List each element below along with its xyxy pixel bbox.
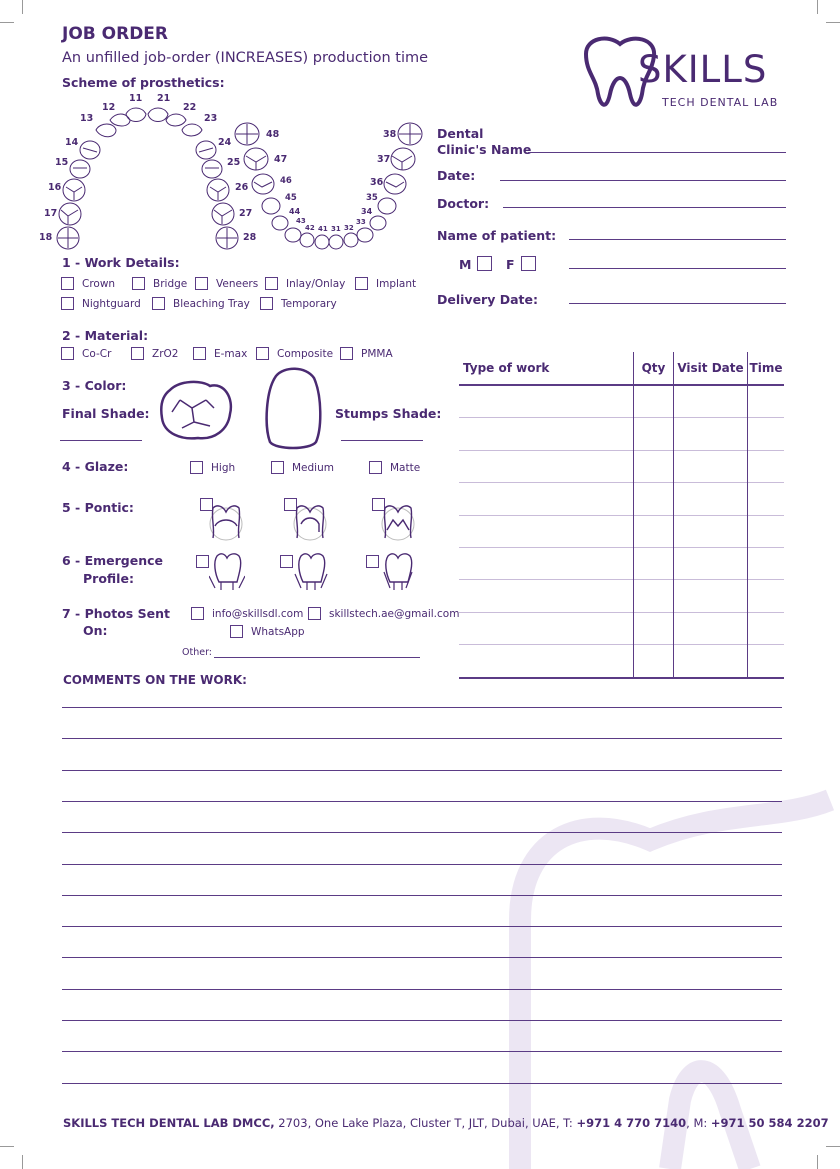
checkbox[interactable] xyxy=(190,461,203,474)
crop-mark xyxy=(826,22,840,23)
checkbox[interactable] xyxy=(191,607,204,620)
option-email-1[interactable] xyxy=(191,607,303,620)
option-label: Nightguard xyxy=(82,297,141,310)
checkbox[interactable] xyxy=(195,277,208,290)
footer-address-text: 2703, One Lake Plaza, Cluster T, JLT, Dubai, UAE, T: xyxy=(274,1116,577,1130)
qty-cell[interactable] xyxy=(634,450,674,482)
table-row[interactable] xyxy=(459,483,784,515)
option-label: WhatsApp xyxy=(251,625,305,638)
female-checkbox[interactable] xyxy=(521,256,536,271)
tooth-number: 17 xyxy=(44,208,58,219)
stumps-shade-field[interactable] xyxy=(341,440,423,441)
checkbox[interactable] xyxy=(256,347,269,360)
tooth-number: 37 xyxy=(377,154,391,165)
option-label: skillstech.ae@gmail.com xyxy=(329,607,460,620)
comment-line[interactable] xyxy=(62,770,782,771)
qty-cell[interactable] xyxy=(634,515,674,547)
tooth-number: 16 xyxy=(48,182,62,193)
visit-date-cell[interactable] xyxy=(674,580,748,612)
qty-cell[interactable] xyxy=(634,645,674,678)
patient-name-field[interactable] xyxy=(569,239,786,240)
patient-label: Name of patient: xyxy=(437,228,557,243)
visit-date-cell[interactable] xyxy=(674,418,748,450)
option-inlay-onlay[interactable] xyxy=(265,277,345,290)
logo-brand: SKILLS xyxy=(638,48,768,91)
tooth-number: 47 xyxy=(274,154,288,165)
option-label: Co-Cr xyxy=(82,347,112,360)
comment-line[interactable] xyxy=(62,864,782,865)
footer-phone: +971 4 770 7140 xyxy=(576,1116,687,1130)
table-row[interactable] xyxy=(459,515,784,547)
visit-date-cell[interactable] xyxy=(674,450,748,482)
date-label: Date: xyxy=(437,168,476,183)
tooth-number: 24 xyxy=(218,137,232,148)
option-label: Bleaching Tray xyxy=(173,297,250,310)
tooth-number: 41 xyxy=(318,225,328,233)
pontic-shape-1-icon xyxy=(207,502,245,542)
tooth-number: 32 xyxy=(344,224,354,232)
tooth-number: 21 xyxy=(157,93,171,104)
option-temporary[interactable] xyxy=(260,297,337,310)
delivery-date-label: Delivery Date: xyxy=(437,292,538,307)
type-cell[interactable] xyxy=(459,418,634,450)
tooth-number: 42 xyxy=(305,224,315,232)
checkbox[interactable] xyxy=(61,347,74,360)
checkbox[interactable] xyxy=(265,277,278,290)
color-heading: 3 - Color: xyxy=(62,378,127,393)
footer-address xyxy=(63,1116,829,1130)
footer-company: SKILLS TECH DENTAL LAB DMCC, xyxy=(63,1116,275,1130)
qty-cell[interactable] xyxy=(634,547,674,579)
type-cell[interactable] xyxy=(459,645,634,678)
clinic-name-field[interactable] xyxy=(528,152,786,153)
option-crown[interactable] xyxy=(61,277,115,290)
delivery-date-field[interactable] xyxy=(569,303,786,304)
table-row[interactable] xyxy=(459,418,784,450)
option-label: Bridge xyxy=(153,277,188,290)
checkbox[interactable] xyxy=(230,625,243,638)
type-cell[interactable] xyxy=(459,450,634,482)
option-glaze-high[interactable] xyxy=(190,461,235,474)
checkbox[interactable] xyxy=(308,607,321,620)
doctor-field[interactable] xyxy=(503,207,786,208)
upper-arch xyxy=(57,108,241,249)
col-visit-date: Visit Date xyxy=(674,352,748,385)
checkbox[interactable] xyxy=(271,461,284,474)
time-cell[interactable] xyxy=(748,645,785,678)
option-label: Temporary xyxy=(281,297,337,310)
visit-date-cell[interactable] xyxy=(674,483,748,515)
time-cell[interactable] xyxy=(748,450,785,482)
time-cell[interactable] xyxy=(748,515,785,547)
tooth-number: 48 xyxy=(266,129,280,140)
other-label: Other: xyxy=(182,647,213,658)
option-bridge[interactable] xyxy=(132,277,187,290)
emergence-heading-2: Profile: xyxy=(83,571,134,586)
type-cell[interactable] xyxy=(459,580,634,612)
tooth-number: 34 xyxy=(361,207,373,216)
comment-line[interactable] xyxy=(62,1020,782,1021)
logo-tagline: TECH DENTAL LAB xyxy=(662,96,779,109)
option-label: info@skillsdl.com xyxy=(212,607,304,620)
option-pmma[interactable] xyxy=(340,347,393,360)
option-zro2[interactable] xyxy=(131,347,178,360)
emergence-option-3-checkbox[interactable] xyxy=(366,555,379,568)
checkbox[interactable] xyxy=(355,277,368,290)
option-glaze-matte[interactable] xyxy=(369,461,420,474)
checkbox[interactable] xyxy=(193,347,206,360)
time-cell[interactable] xyxy=(748,612,785,644)
time-cell[interactable] xyxy=(748,418,785,450)
type-cell[interactable] xyxy=(459,385,634,418)
tooth-number: 33 xyxy=(356,218,366,226)
dental-label: Dental xyxy=(437,126,484,141)
option-label: Composite xyxy=(277,347,334,360)
tooth-number: 22 xyxy=(183,102,197,113)
comment-line[interactable] xyxy=(62,832,782,833)
tooth-number: 23 xyxy=(204,113,218,124)
table-row[interactable] xyxy=(459,450,784,482)
male-label: M xyxy=(459,257,472,272)
col-qty: Qty xyxy=(634,352,674,385)
photos-heading-2: On: xyxy=(83,623,108,638)
option-label: Veneers xyxy=(216,277,259,290)
logo xyxy=(578,34,788,114)
crop-mark xyxy=(0,22,14,23)
photos-heading: 7 - Photos Sent xyxy=(62,606,170,621)
option-email-2[interactable] xyxy=(308,607,459,620)
final-shade-label: Final Shade: xyxy=(62,406,150,421)
tooth-number: 26 xyxy=(235,182,249,193)
table-row[interactable] xyxy=(459,547,784,579)
comment-line[interactable] xyxy=(62,801,782,802)
tooth-number: 43 xyxy=(296,217,306,225)
qty-cell[interactable] xyxy=(634,418,674,450)
visit-date-cell[interactable] xyxy=(674,612,748,644)
table-row[interactable] xyxy=(459,645,784,678)
option-whatsapp[interactable] xyxy=(230,625,305,638)
type-cell[interactable] xyxy=(459,515,634,547)
page-subtitle: An unfilled job-order (INCREASES) production time xyxy=(62,50,429,66)
stumps-shade-label: Stumps Shade: xyxy=(335,406,442,421)
table-header-row xyxy=(459,352,784,385)
time-cell[interactable] xyxy=(748,547,785,579)
visit-date-cell[interactable] xyxy=(674,515,748,547)
col-time: Time xyxy=(748,352,785,385)
option-bleaching-tray[interactable] xyxy=(152,297,250,310)
qty-cell[interactable] xyxy=(634,612,674,644)
option-label: E-max xyxy=(214,347,248,360)
option-label: High xyxy=(211,461,236,474)
type-cell[interactable] xyxy=(459,547,634,579)
comment-line[interactable] xyxy=(62,926,782,927)
tooth-number: 27 xyxy=(239,208,253,219)
table-row[interactable] xyxy=(459,385,784,418)
pontic-shape-3-icon xyxy=(379,502,417,542)
watermark-tooth xyxy=(500,780,840,1169)
time-cell[interactable] xyxy=(748,385,785,418)
tooth-number: 38 xyxy=(383,129,397,140)
type-cell[interactable] xyxy=(459,483,634,515)
final-shade-field[interactable] xyxy=(60,440,142,441)
comment-line[interactable] xyxy=(62,989,782,990)
qty-cell[interactable] xyxy=(634,385,674,418)
checkbox[interactable] xyxy=(131,347,144,360)
pontic-shape-2-icon xyxy=(291,502,329,542)
comment-line[interactable] xyxy=(62,1051,782,1052)
date-field[interactable] xyxy=(500,180,786,181)
footer-mobile: +971 50 584 2207 xyxy=(710,1116,829,1130)
tooth-number: 44 xyxy=(289,207,301,216)
emergence-heading: 6 - Emergence xyxy=(62,553,164,568)
emergence-option-1-checkbox[interactable] xyxy=(196,555,209,568)
checkbox[interactable] xyxy=(152,297,165,310)
table-row[interactable] xyxy=(459,580,784,612)
checkbox[interactable] xyxy=(132,277,145,290)
type-cell[interactable] xyxy=(459,612,634,644)
checkbox[interactable] xyxy=(260,297,273,310)
lower-arch xyxy=(235,123,422,249)
scheme-label: Scheme of prosthetics: xyxy=(62,75,225,90)
checkbox[interactable] xyxy=(369,461,382,474)
option-label: ZrO2 xyxy=(152,347,179,360)
other-field[interactable] xyxy=(214,657,420,658)
doctor-label: Doctor: xyxy=(437,196,490,211)
page-title: JOB ORDER xyxy=(62,24,169,44)
tooth-number: 11 xyxy=(129,93,143,104)
stump-icon xyxy=(262,366,324,452)
crop-mark xyxy=(817,0,818,14)
comments-heading: COMMENTS ON THE WORK: xyxy=(63,673,247,687)
col-type-of-work: Type of work xyxy=(459,352,634,385)
option-label: Matte xyxy=(390,461,421,474)
patient-extra-field[interactable] xyxy=(569,268,786,269)
crop-mark xyxy=(22,1155,23,1169)
option-implant[interactable] xyxy=(355,277,416,290)
tooth-number: 14 xyxy=(65,137,79,148)
option-emax[interactable] xyxy=(193,347,247,360)
tooth-number: 13 xyxy=(80,113,94,124)
table-row[interactable] xyxy=(459,612,784,644)
time-cell[interactable] xyxy=(748,580,785,612)
emergence-profile-1-icon xyxy=(209,552,245,592)
glaze-heading: 4 - Glaze: xyxy=(62,459,129,474)
option-nightguard[interactable] xyxy=(61,297,141,310)
comment-line[interactable] xyxy=(62,957,782,958)
work-table xyxy=(459,352,784,679)
option-label: Medium xyxy=(292,461,334,474)
option-label: PMMA xyxy=(361,347,393,360)
pontic-heading: 5 - Pontic: xyxy=(62,500,134,515)
checkbox[interactable] xyxy=(61,297,74,310)
emergence-profile-3-icon xyxy=(380,552,416,592)
tooth-number: 12 xyxy=(102,102,116,113)
tooth-number: 35 xyxy=(366,193,378,203)
checkbox[interactable] xyxy=(340,347,353,360)
time-cell[interactable] xyxy=(748,483,785,515)
footer-mobile-label: , M: xyxy=(686,1116,711,1130)
material-heading: 2 - Material: xyxy=(62,328,149,343)
option-label: Inlay/Onlay xyxy=(286,277,346,290)
tooth-number: 15 xyxy=(55,157,69,168)
tooth-number: 46 xyxy=(280,176,292,186)
qty-cell[interactable] xyxy=(634,580,674,612)
comment-line[interactable] xyxy=(62,707,782,708)
molar-occlusal-icon xyxy=(158,378,234,442)
visit-date-cell[interactable] xyxy=(674,385,748,418)
option-glaze-medium[interactable] xyxy=(271,461,334,474)
comment-line[interactable] xyxy=(62,738,782,739)
crop-mark xyxy=(0,1146,14,1147)
emergence-option-2-checkbox[interactable] xyxy=(280,555,293,568)
option-label: Crown xyxy=(82,277,116,290)
crop-mark xyxy=(22,0,23,14)
visit-date-cell[interactable] xyxy=(674,547,748,579)
female-label: F xyxy=(506,257,515,272)
tooth-number: 18 xyxy=(39,232,53,243)
emergence-profile-2-icon xyxy=(293,552,329,592)
checkbox[interactable] xyxy=(61,277,74,290)
option-composite[interactable] xyxy=(256,347,333,360)
clinic-name-label: Clinic's Name xyxy=(437,142,532,157)
tooth-number: 45 xyxy=(285,193,297,203)
tooth-number: 25 xyxy=(227,157,241,168)
option-veneers[interactable] xyxy=(195,277,258,290)
qty-cell[interactable] xyxy=(634,483,674,515)
visit-date-cell[interactable] xyxy=(674,645,748,678)
work-details-heading: 1 - Work Details: xyxy=(62,255,180,270)
tooth-number: 36 xyxy=(370,177,384,188)
tooth-number: 31 xyxy=(331,225,341,233)
tooth-number: 28 xyxy=(243,232,257,243)
option-co-cr[interactable] xyxy=(61,347,111,360)
comment-line[interactable] xyxy=(62,895,782,896)
option-label: Implant xyxy=(376,277,417,290)
male-checkbox[interactable] xyxy=(477,256,492,271)
comment-line[interactable] xyxy=(62,1083,782,1084)
